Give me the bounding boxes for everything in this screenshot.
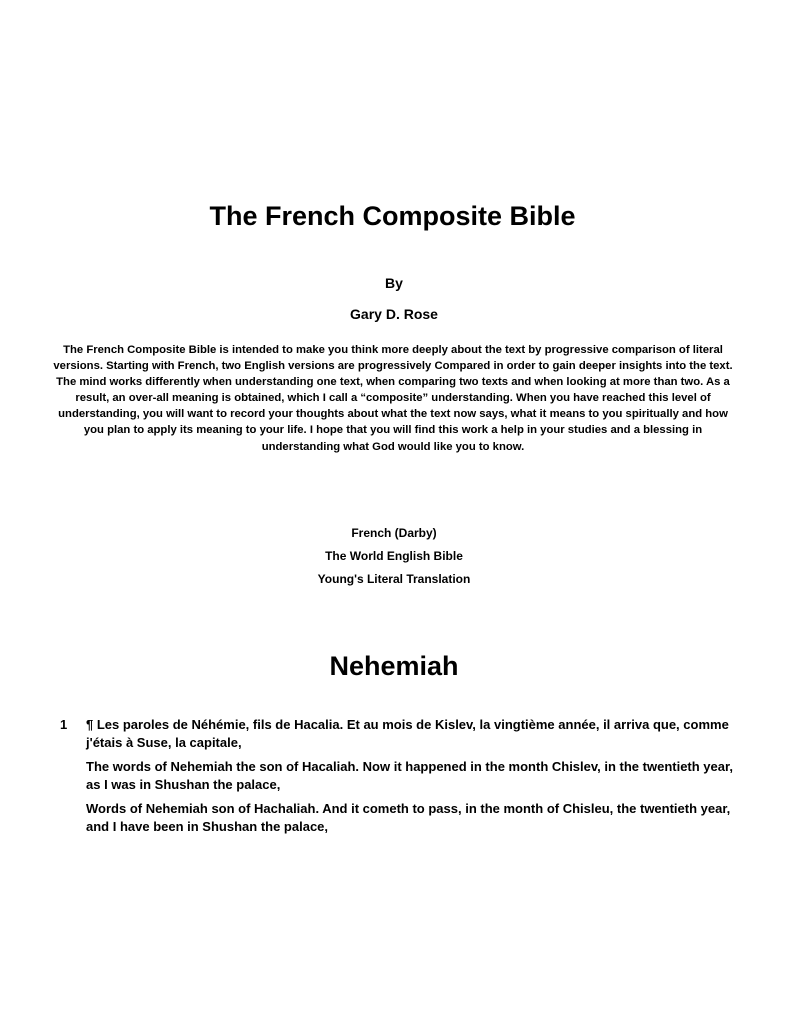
author-name: Gary D. Rose [350, 306, 438, 322]
intro-paragraph: The French Composite Bible is intended to make you think more deeply about the text by progressive comparison of literal versions. Starting with French, two English versions are progressively Compared in order to gain deeper insights into the text. The mind works differently when understanding one text, when comparing two texts and when looking at more than two. As a result, an over-all meaning is obtained, which I call a “composite” understanding. When you have reached this level of understanding, you will want to record your thoughts about what the text now says, what it means to you spiritually and how you plan to apply its meaning to your life. I hope that you will find this work a help in your studies and a blessing in understanding what God would like you to know. [53, 344, 733, 453]
verse-web-text: The words of Nehemiah the son of Hacaliah. Now it happened in the month Chislev, in the twentieth year, as I was in Shushan the palace, [86, 759, 733, 792]
verse-number: 1 [60, 717, 68, 732]
verse-ylt-text: Words of Nehemiah son of Hachaliah. And it cometh to pass, in the month of Chisleu, the twentieth year, and I have been in Shushan the palace, [86, 801, 731, 834]
document-title: The French Composite Bible [209, 201, 576, 231]
version-list [0, 522, 788, 591]
verse-french-text: ¶ Les paroles de Néhémie, fils de Hacalia. Et au mois de Kislev, la vingtième année, il arriva que, comme j'étais à Suse, la capitale, [86, 717, 729, 750]
version-youngs-literal: Young's Literal Translation [317, 572, 471, 586]
verse-translations [86, 714, 740, 842]
version-french-darby: French (Darby) [351, 526, 437, 540]
version-world-english-bible: The World English Bible [325, 549, 463, 563]
by-label: By [385, 275, 403, 291]
book-title: Nehemiah [329, 651, 459, 681]
